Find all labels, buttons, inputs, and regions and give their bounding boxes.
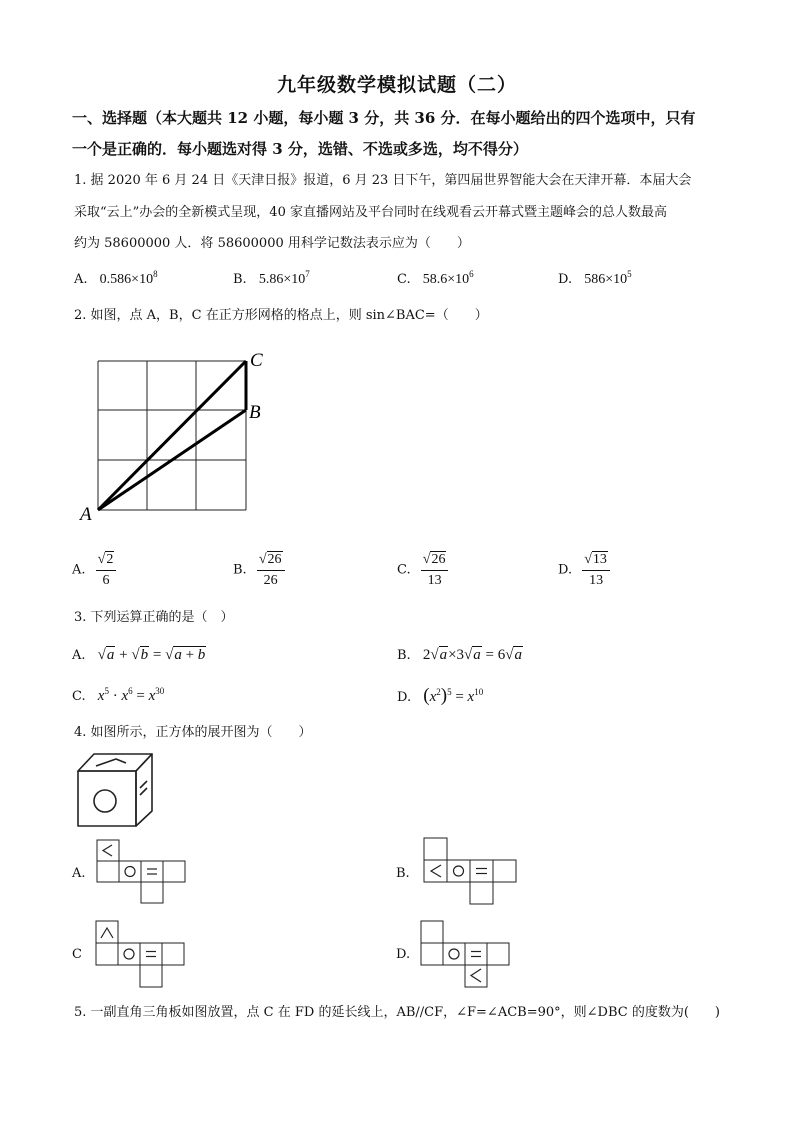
q1-option-b[interactable]: B. $5.86\times 10^7$ bbox=[233, 269, 310, 287]
q3-d-expression: $(x^2)^5 = x^{10}$ bbox=[423, 685, 484, 706]
q3-text: 3. 下列运算正确的是（ ） bbox=[74, 610, 234, 625]
q3-a-expression: √a + √b = √a + b bbox=[97, 647, 206, 663]
q3-c-expression: $x^5 \cdot x^6 = x^{30}$ bbox=[97, 686, 165, 704]
q4-net-a bbox=[96, 838, 188, 906]
q2-grid-figure bbox=[78, 344, 278, 524]
point-c-label: C bbox=[250, 350, 263, 371]
q3-option-d[interactable]: D. $(x^2)^5 = x^{10}$ bbox=[397, 685, 484, 706]
q2-option-d[interactable]: D. $\frac{√13}{13}$ bbox=[558, 550, 610, 591]
q4-net-c bbox=[95, 918, 189, 988]
q2-option-b[interactable]: B. $\frac{√26}{26}$ bbox=[233, 550, 285, 591]
q4-cube-figure bbox=[74, 750, 164, 830]
point-a-label: A bbox=[80, 504, 92, 524]
q4-option-b[interactable]: B. bbox=[396, 866, 410, 881]
q4-option-a[interactable]: A. bbox=[72, 866, 86, 881]
q2-option-c[interactable]: C. $\frac{√26}{13}$ bbox=[397, 550, 448, 591]
q1-line3: 约为 58600000 人．将 58600000 用科学记数法表示应为（ ） bbox=[74, 236, 470, 251]
q1-option-d[interactable]: D. $586\times 10^5$ bbox=[558, 269, 632, 287]
q4-net-d bbox=[420, 918, 516, 990]
q4-text: 4. 如图所示，正方体的展开图为（ ） bbox=[74, 725, 312, 740]
q3-option-c[interactable]: C. $x^5 \cdot x^6 = x^{30}$ bbox=[72, 686, 165, 704]
q3-option-b[interactable]: B. 2√a×3√a = 6√a bbox=[397, 647, 522, 663]
q1-option-a[interactable]: A. $0.586\times 10^8$ bbox=[74, 269, 158, 287]
q3-option-a[interactable]: A. √a + √b = √a + b bbox=[72, 647, 206, 663]
q4-option-c[interactable]: C bbox=[72, 947, 82, 962]
q2-text: 2. 如图，点 A，B，C 在正方形网格的格点上，则 sin∠BAC=（ ） bbox=[74, 308, 488, 323]
q2-triangle bbox=[98, 361, 246, 510]
q1-option-c[interactable]: C. $58.6\times 10^6$ bbox=[397, 269, 474, 287]
q1-line2: 采取“云上”办会的全新模式呈现，40 家直播网站及平台同时在线观看云开幕式暨主题峰会的总人数最高 bbox=[74, 205, 667, 220]
q1-line1: 1. 据 2020 年 6 月 24 日《天津日报》报道，6 月 23 日下午，第四届世界智能大会在天津开幕．本届大会 bbox=[74, 173, 692, 188]
q5-text: 5. 一副直角三角板如图放置，点 C 在 FD 的延长线上，AB//CF，∠F=∠ACB=90°，则∠DBC 的度数为( ) bbox=[74, 1005, 720, 1020]
section-heading-line2: 一个是正确的．每小题选对得 3 分，选错、不选或多选，均不得分） bbox=[72, 140, 528, 158]
q4-net-b bbox=[423, 836, 519, 906]
point-b-label: B bbox=[249, 402, 261, 423]
q4-option-d[interactable]: D. bbox=[396, 947, 411, 962]
page-title: 九年级数学模拟试题（二） bbox=[276, 74, 517, 96]
q2-option-a[interactable]: A. $\frac{√2}{6}$ bbox=[72, 550, 116, 591]
section-heading-line1: 一、选择题（本大题共 12 小题，每小题 3 分，共 36 分．在每小题给出的四个选项中，只有 bbox=[72, 109, 696, 127]
q3-b-expression: 2√a×3√a = 6√a bbox=[422, 647, 522, 663]
